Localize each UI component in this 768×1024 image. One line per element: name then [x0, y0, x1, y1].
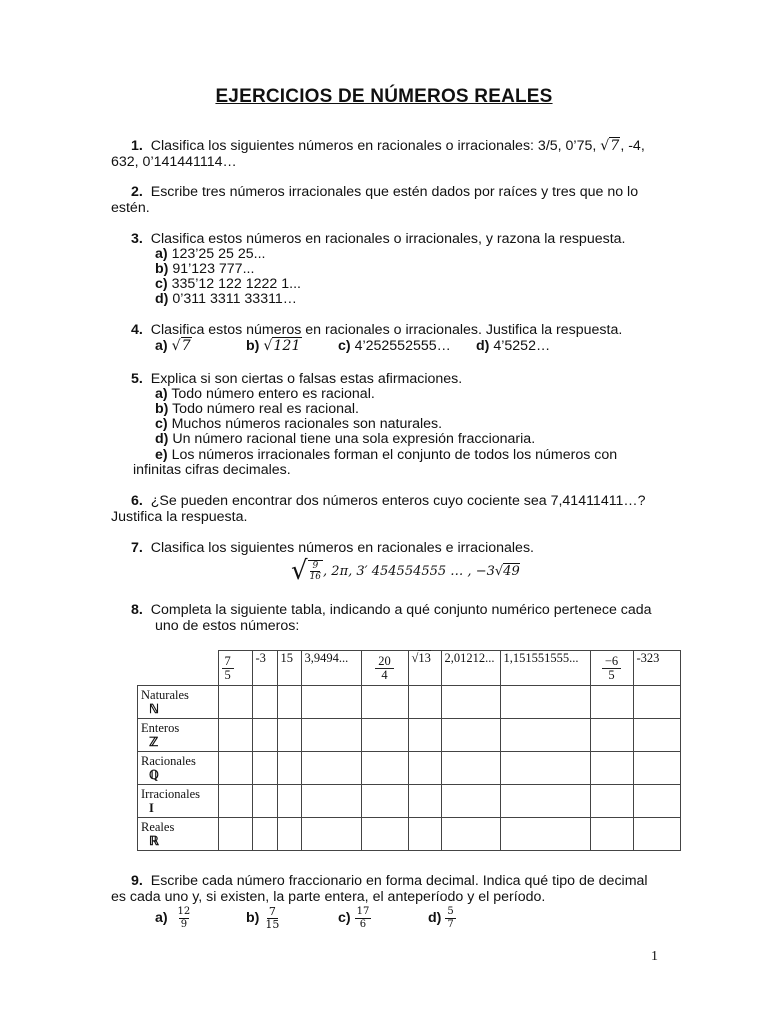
col-minus-323: -323: [633, 651, 680, 686]
row-label-enteros: Enteros ℤ: [138, 719, 219, 752]
q1-text: Clasifica los siguientes números en racionales o irracionales: 3/5, 0’75,: [150, 138, 601, 154]
col-minus-6-5: $\frac{-6}{5}$: [590, 651, 633, 686]
q9-line2: es cada uno y, si existen, la parte entera, el anteperíodo y el período.: [111, 889, 546, 905]
q5-number: 5.: [131, 371, 143, 387]
row-label-racionales: Racionales ℚ: [138, 752, 219, 785]
table-row: [138, 719, 681, 752]
table-row: [138, 818, 681, 851]
question-4: [131, 323, 622, 339]
q7-last-arg: 49: [503, 564, 520, 579]
q8-number: 8.: [131, 602, 143, 618]
classification-table: [137, 650, 681, 851]
question-2: [131, 185, 638, 201]
q6-line2: Justifica la respuesta.: [111, 509, 248, 525]
q3-item-a: a) 123’25 25 25...: [155, 246, 266, 262]
col-1-151551555: 1,151551555...: [500, 651, 590, 686]
q4-number: 4.: [131, 322, 143, 338]
q2-line2: estén.: [111, 200, 150, 216]
q9-b: b) $\frac{7}{15}$: [246, 905, 280, 931]
q7-rest: , 2π, 3′ 454554555 … , −3: [323, 563, 495, 579]
q9-number: 9.: [131, 873, 143, 889]
question-7: [131, 541, 534, 557]
col-3-9494: 3,9494...: [301, 651, 361, 686]
q6-line1: ¿Se pueden encontrar dos números enteros cuyo cociente sea 7,41411411…?: [150, 493, 646, 509]
q7-number: 7.: [131, 540, 143, 556]
q4-c: c) 4’252552555…: [338, 338, 451, 354]
col-15: 15: [277, 651, 301, 686]
q3-number: 3.: [131, 231, 143, 247]
question-8: [131, 603, 652, 619]
q1-line2: 632, 0’141441114…: [111, 154, 237, 170]
q8-line2: uno de estos números:: [155, 618, 300, 634]
table-row: [138, 686, 681, 719]
q4-b: b) √121: [246, 338, 301, 354]
table-row: [138, 752, 681, 785]
page-title: EJERCICIOS DE NÚMEROS REALES: [215, 86, 553, 107]
q4-d: d) 4’5252…: [476, 338, 551, 354]
q1-number: 1.: [131, 138, 143, 154]
table-header-row: [138, 651, 681, 686]
q1-sqrt: √7: [600, 138, 620, 154]
q7-text: Clasifica los siguientes números en racionales e irracionales.: [150, 540, 534, 556]
col-sqrt-13: √13: [408, 651, 441, 686]
q9-a: a) $\frac{12}{9}$: [155, 906, 191, 930]
q5-item-d: d) Un número racional tiene una sola expresión fraccionaria.: [155, 431, 536, 447]
col-minus-3: -3: [252, 651, 277, 686]
question-9: [131, 874, 648, 890]
page-number: 1: [651, 949, 658, 964]
q1-text-end: , -4,: [620, 138, 645, 154]
q6-number: 6.: [131, 493, 143, 509]
col-20-4: $\frac{20}{4}$: [361, 651, 408, 686]
q5-text: Explica si son ciertas o falsas estas afirmaciones.: [150, 371, 463, 387]
q3-text: Clasifica estos números en racionales o irracionales, y razona la respuesta.: [150, 231, 626, 247]
q5-item-e: e) Los números irracionales forman el conjunto de todos los números con: [155, 447, 618, 463]
q3-item-c: c) 335’12 122 1222 1...: [155, 276, 301, 292]
table-corner: [138, 651, 219, 686]
q4-a: a) √7: [155, 338, 191, 354]
q8-line1: Completa la siguiente tabla, indicando a qué conjunto numérico pertenece cada: [150, 602, 652, 618]
q4-text: Clasifica estos números en racionales o irracionales. Justifica la respuesta.: [150, 322, 623, 338]
q3-item-d: d) 0’311 3311 33311…: [155, 291, 297, 307]
row-label-reales: Reales ℝ: [138, 818, 219, 851]
q9-line1: Escribe cada número fraccionario en forma decimal. Indica qué tipo de decimal: [150, 873, 648, 889]
q7-fraction: $\frac{9}{16}$: [309, 561, 322, 582]
q5-item-b: b) Todo número real es racional.: [155, 401, 359, 417]
q9-d: d) $\frac{5}{7}$: [428, 906, 454, 930]
q2-number: 2.: [131, 184, 143, 200]
q2-line1: Escribe tres números irracionales que estén dados por raíces y tres que no lo: [150, 184, 639, 200]
q3-item-b: b) 91’123 777...: [155, 261, 255, 277]
row-label-irracionales: Irracionales I: [138, 785, 219, 818]
row-label-naturales: Naturales ℕ: [138, 686, 219, 719]
q5-item-a: a) Todo número entero es racional.: [155, 386, 375, 402]
q5-item-e-line2: infinitas cifras decimales.: [133, 462, 291, 478]
q5-item-c: c) Muchos números racionales son naturales.: [155, 416, 443, 432]
q9-c: c) $\frac{17}{6}$: [338, 906, 370, 930]
col-7-5: $\frac{7}{5}$: [218, 651, 252, 686]
q7-expression: √ $\frac{9}{16}$ , 2π, 3′ 454554555 … , −3 √ 49: [291, 556, 520, 586]
table-row: [138, 785, 681, 818]
question-1: [131, 139, 645, 155]
question-6: [131, 494, 646, 510]
col-2-01212: 2,01212...: [441, 651, 500, 686]
